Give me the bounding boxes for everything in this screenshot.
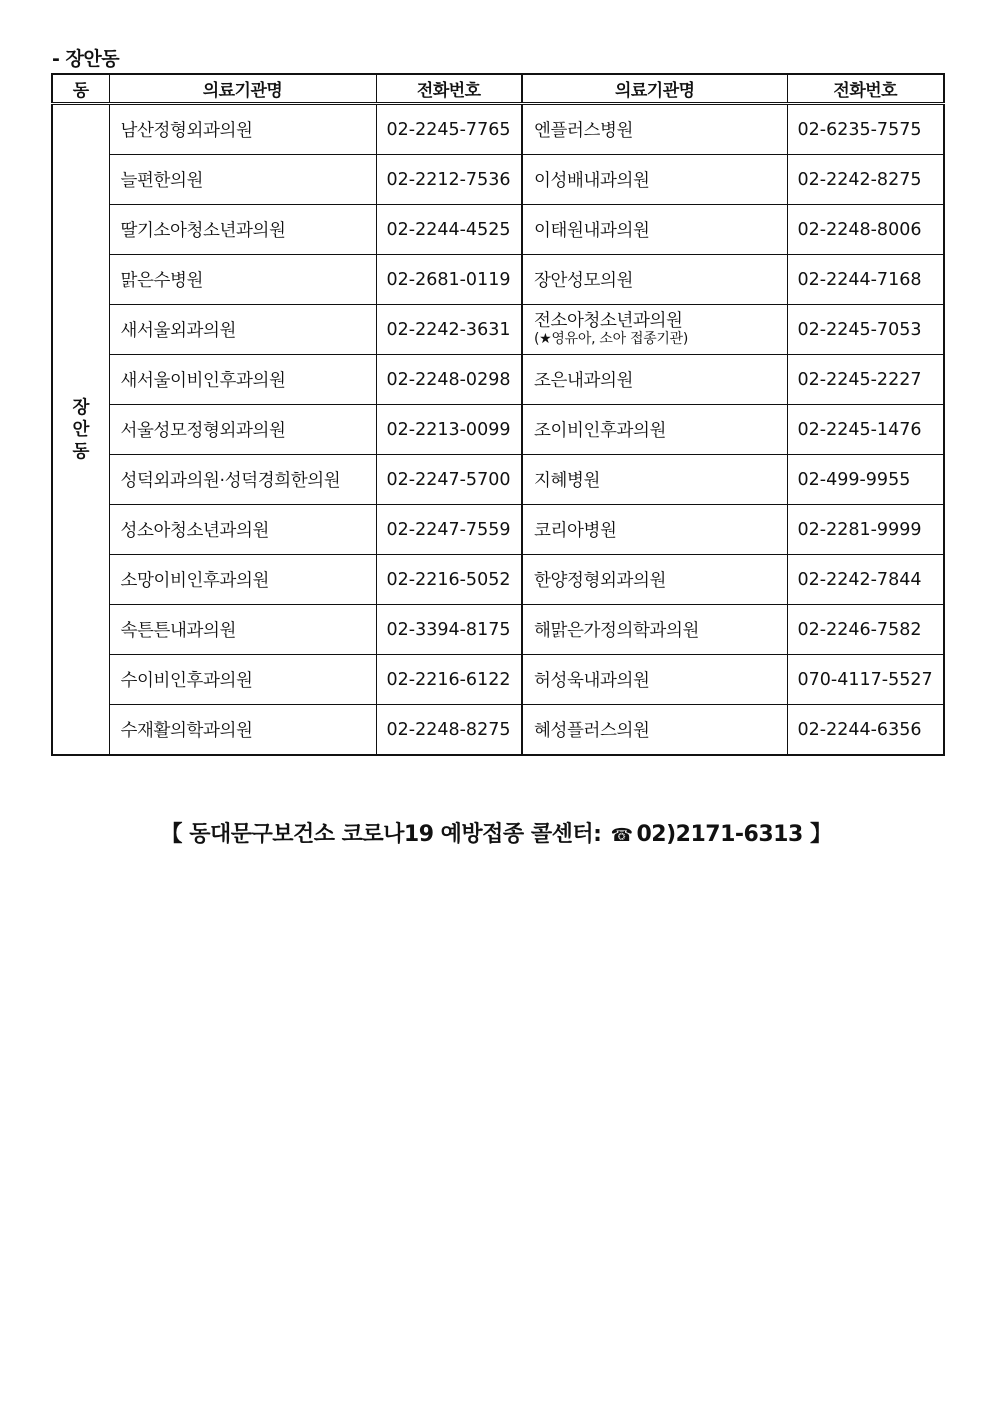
clinic-name: 성덕외과의원·성덕경희한의원	[109, 455, 376, 505]
table-row	[52, 455, 944, 505]
header-phone-1: 전화번호	[376, 74, 522, 104]
clinic-phone: 02-499-9955	[787, 455, 944, 505]
clinic-phone: 02-2242-8275	[787, 155, 944, 205]
clinic-name: 늘편한의원	[109, 155, 376, 205]
callcenter-notice	[0, 817, 992, 848]
section-title: - 장안동	[52, 48, 120, 70]
clinic-phone: 02-2245-7053	[787, 305, 944, 355]
callcenter-label: 동대문구보건소 코로나19 예방접종 콜센터:	[189, 822, 602, 847]
clinic-name: 혜성플러스의원	[522, 705, 787, 756]
callcenter-phone: 02)2171-6313	[636, 822, 803, 847]
header-clinic-name-1: 의료기관명	[109, 74, 376, 104]
clinic-name: 수이비인후과의원	[109, 655, 376, 705]
clinic-phone: 02-2681-0119	[376, 255, 522, 305]
clinic-name: 조이비인후과의원	[522, 405, 787, 455]
clinic-name: 한양정형외과의원	[522, 555, 787, 605]
clinic-phone: 02-2246-7582	[787, 605, 944, 655]
clinic-name: 해맑은가정의학과의원	[522, 605, 787, 655]
clinic-name: 딸기소아청소년과의원	[109, 205, 376, 255]
close-bracket: 】	[809, 822, 832, 847]
table-row	[52, 655, 944, 705]
clinic-phone: 02-2242-3631	[376, 305, 522, 355]
clinic-phone: 02-2245-1476	[787, 405, 944, 455]
clinic-phone: 070-4117-5527	[787, 655, 944, 705]
clinic-name	[522, 305, 787, 355]
clinic-name: 엔플러스병원	[522, 104, 787, 155]
dong-label: 장안동	[72, 397, 89, 462]
header-clinic-name-2: 의료기관명	[522, 74, 787, 104]
clinic-name: 이태원내과의원	[522, 205, 787, 255]
table-row	[52, 355, 944, 405]
clinic-name-text: 전소아청소년과의원	[534, 310, 683, 331]
clinic-phone: 02-2247-5700	[376, 455, 522, 505]
clinic-name: 코리아병원	[522, 505, 787, 555]
clinic-name: 장안성모의원	[522, 255, 787, 305]
clinic-phone: 02-2247-7559	[376, 505, 522, 555]
table-row	[52, 205, 944, 255]
clinic-phone: 02-3394-8175	[376, 605, 522, 655]
clinic-name: 새서울이비인후과의원	[109, 355, 376, 405]
clinic-phone: 02-2242-7844	[787, 555, 944, 605]
table-row	[52, 705, 944, 756]
table-row	[52, 405, 944, 455]
clinic-phone: 02-2244-6356	[787, 705, 944, 756]
clinic-name: 성소아청소년과의원	[109, 505, 376, 555]
clinic-name: 맑은수병원	[109, 255, 376, 305]
table-row	[52, 305, 944, 355]
clinic-phone: 02-2244-4525	[376, 205, 522, 255]
clinic-name: 소망이비인후과의원	[109, 555, 376, 605]
table-body	[52, 104, 944, 756]
clinic-name: 새서울외과의원	[109, 305, 376, 355]
clinic-note: (★영유아, 소아 접종기관)	[534, 330, 689, 347]
table-row	[52, 104, 944, 155]
table-row	[52, 605, 944, 655]
table-header-row	[52, 74, 944, 104]
clinic-phone: 02-2248-8006	[787, 205, 944, 255]
clinic-name: 속튼튼내과의원	[109, 605, 376, 655]
clinic-phone: 02-2248-0298	[376, 355, 522, 405]
clinic-phone: 02-2216-6122	[376, 655, 522, 705]
dong-cell	[52, 104, 109, 756]
clinic-phone: 02-2244-7168	[787, 255, 944, 305]
clinic-phone: 02-2213-0099	[376, 405, 522, 455]
clinic-phone: 02-2248-8275	[376, 705, 522, 756]
clinic-phone: 02-2245-7765	[376, 104, 522, 155]
clinic-name: 조은내과의원	[522, 355, 787, 405]
open-bracket: 【	[160, 822, 183, 847]
clinic-name: 서울성모정형외과의원	[109, 405, 376, 455]
header-phone-2: 전화번호	[787, 74, 944, 104]
header-dong: 동	[52, 74, 109, 104]
table-row	[52, 255, 944, 305]
clinic-phone: 02-6235-7575	[787, 104, 944, 155]
table-row	[52, 505, 944, 555]
clinic-name: 수재활의학과의원	[109, 705, 376, 756]
table-row	[52, 555, 944, 605]
clinic-name: 허성욱내과의원	[522, 655, 787, 705]
clinic-name: 이성배내과의원	[522, 155, 787, 205]
clinic-name: 지혜병원	[522, 455, 787, 505]
telephone-icon: ☎	[610, 825, 633, 846]
clinic-phone: 02-2281-9999	[787, 505, 944, 555]
table-row	[52, 155, 944, 205]
clinic-name: 남산정형외과의원	[109, 104, 376, 155]
clinic-phone: 02-2212-7536	[376, 155, 522, 205]
clinic-phone: 02-2245-2227	[787, 355, 944, 405]
clinic-table	[51, 73, 945, 756]
clinic-phone: 02-2216-5052	[376, 555, 522, 605]
